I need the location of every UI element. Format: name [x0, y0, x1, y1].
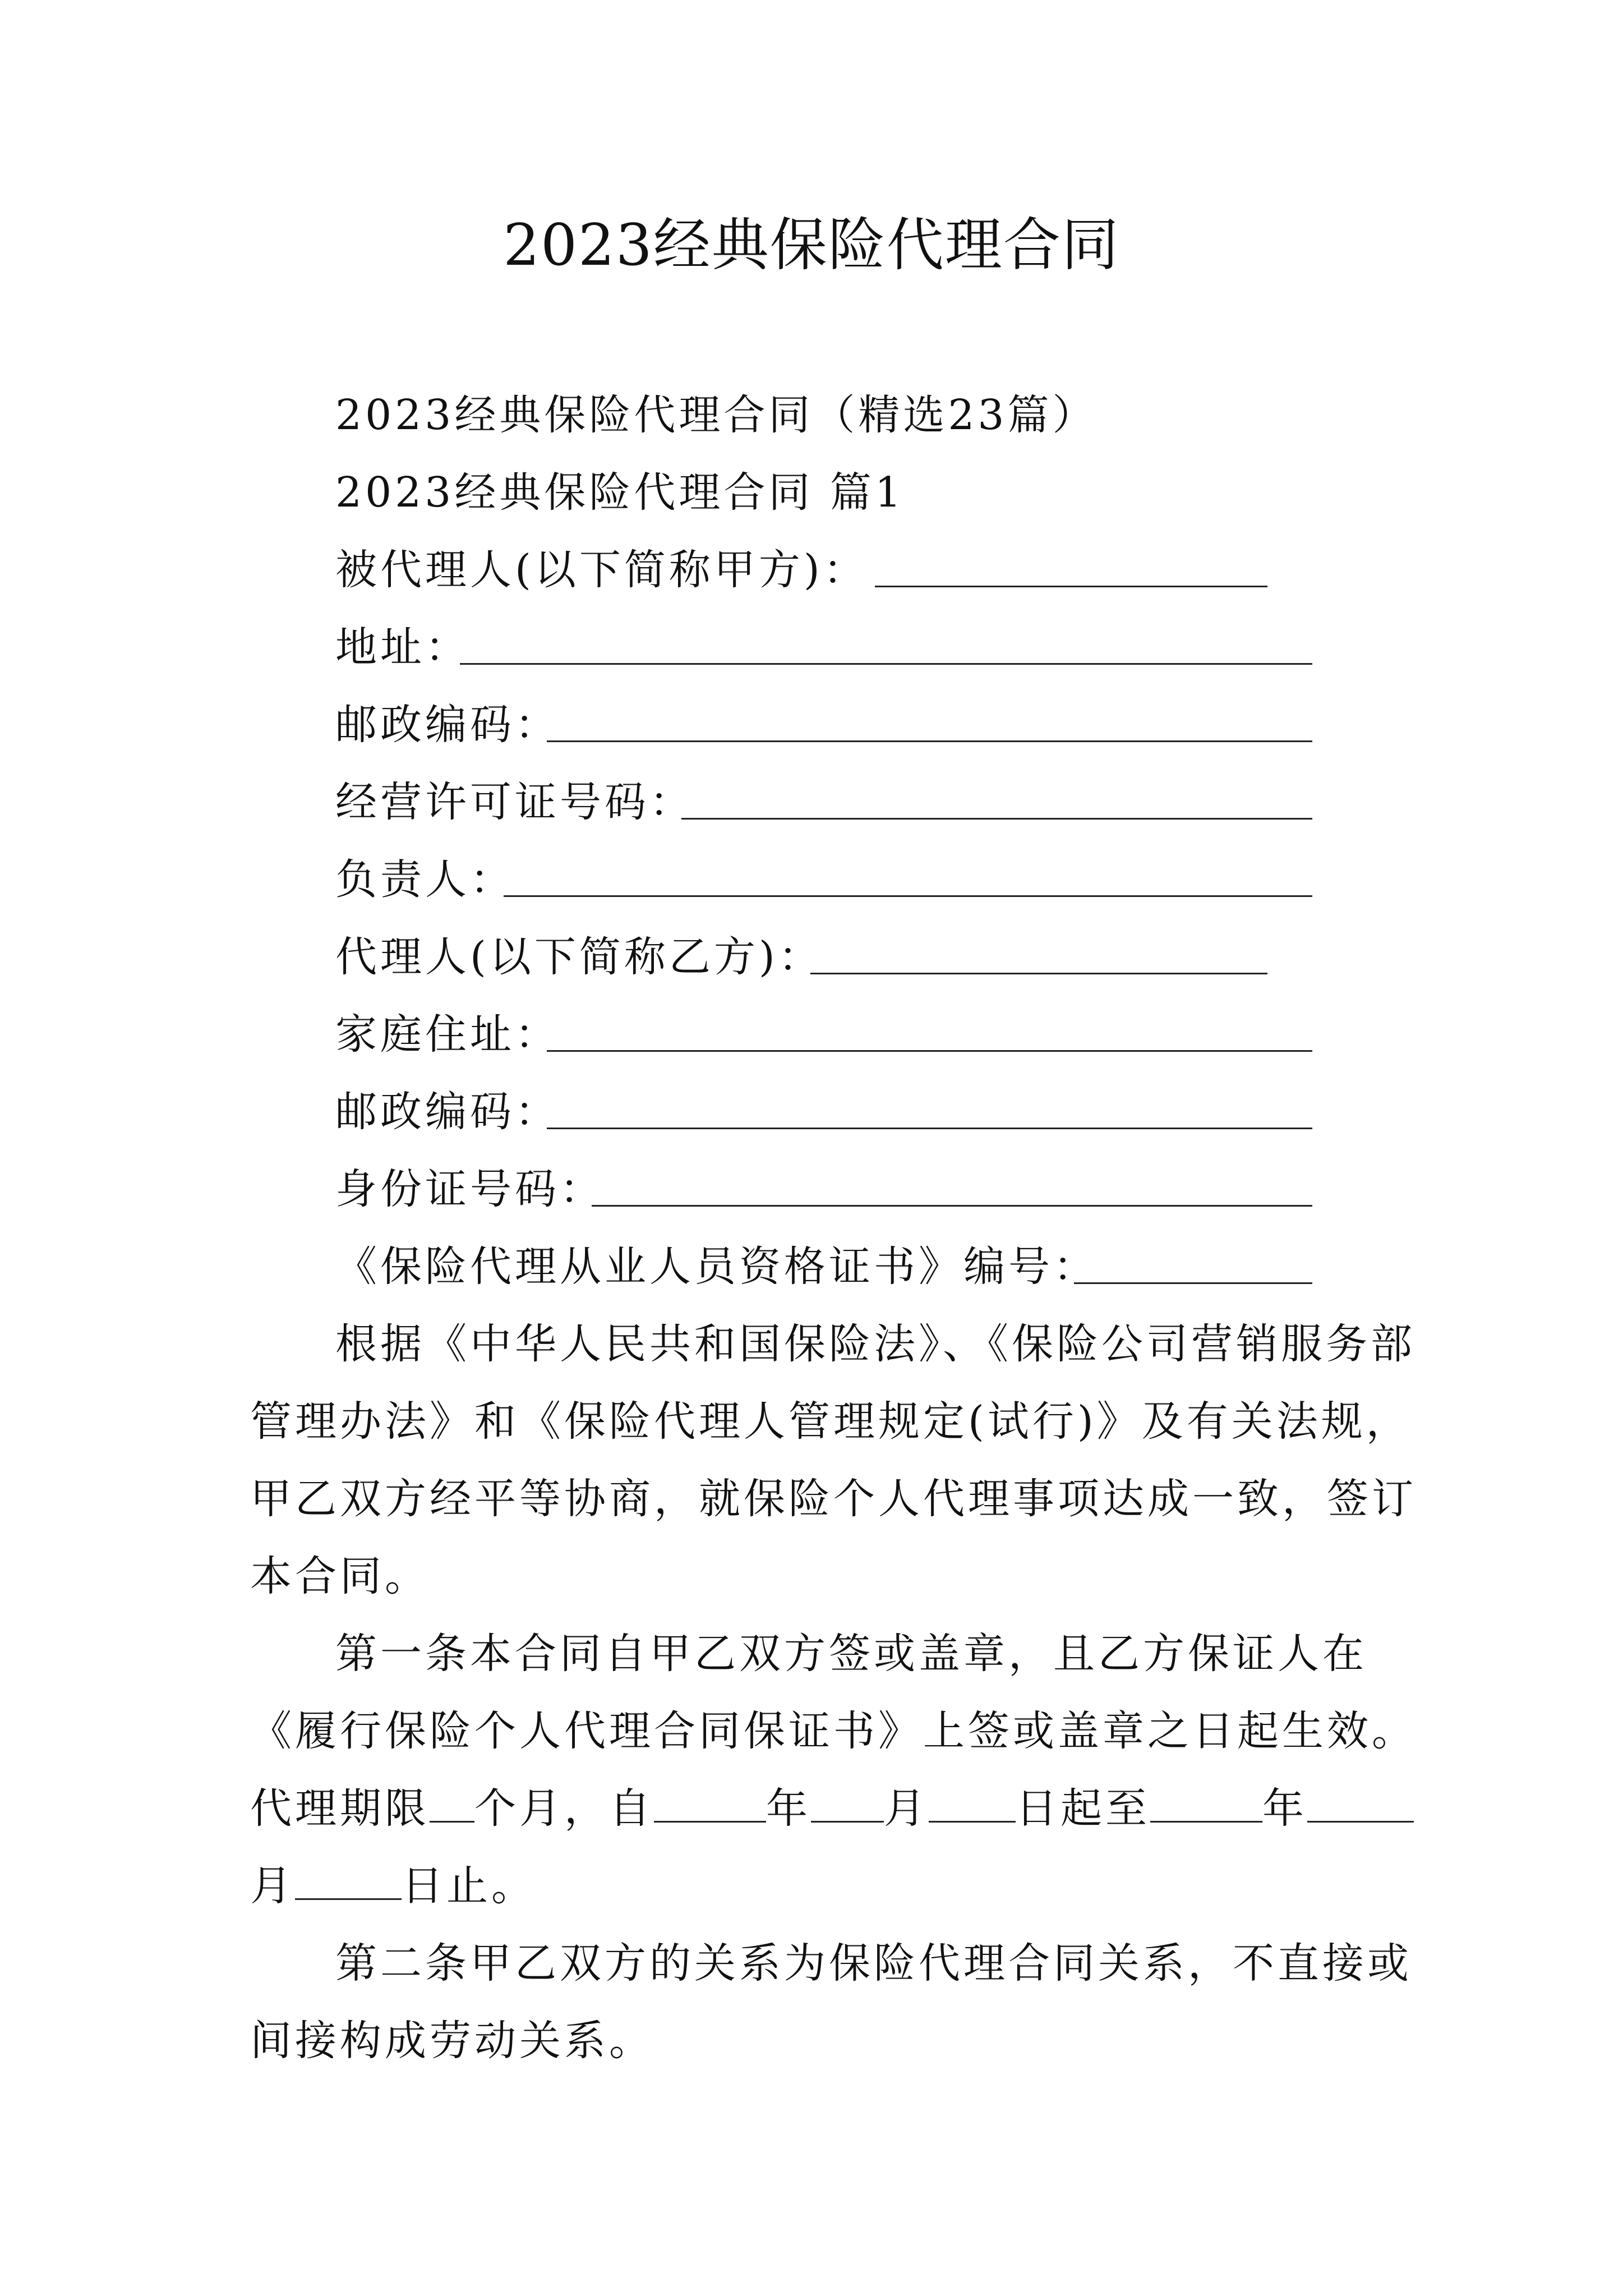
- article2-line-1: 第二条甲乙双方的关系为保险代理合同关系，不直接或: [335, 1939, 1412, 1987]
- article1-line-2: 《履行保险个人代理合同保证书》上签或盖章之日起生效。: [250, 1707, 1417, 1755]
- end-label: 日止。: [402, 1862, 536, 1910]
- term-months-blank[interactable]: [430, 1786, 474, 1823]
- field-cert-number-label: 《保险代理从业人员资格证书》编号：: [335, 1243, 1098, 1291]
- article1-line-1: 第一条本合同自甲乙双方签或盖章，且乙方保证人在: [335, 1630, 1367, 1678]
- intro-line-2: 管理办法》和《保险代理人管理规定(试行)》及有关法规，: [250, 1397, 1411, 1446]
- field-person-in-charge-label: 负责人：: [335, 855, 515, 904]
- from-label: 个月，自: [474, 1784, 654, 1833]
- start-month-blank[interactable]: [811, 1786, 884, 1823]
- start-day-blank[interactable]: [929, 1786, 1016, 1823]
- field-license-label: 经营许可证号码：: [335, 778, 694, 826]
- article2-line-2: 间接构成劳动关系。: [250, 2017, 654, 2065]
- field-postcode2-label: 邮政编码：: [335, 1088, 560, 1136]
- field-id-number-blank[interactable]: [592, 1205, 1312, 1207]
- field-home-address-label: 家庭住址：: [335, 1010, 560, 1059]
- field-id-number-label: 身份证号码：: [335, 1165, 605, 1213]
- subtitle: 2023经典保险代理合同（精选23篇）: [335, 391, 1098, 439]
- field-agent-blank[interactable]: [810, 973, 1267, 974]
- field-postcode2-blank[interactable]: [547, 1128, 1312, 1129]
- field-postcode1-label: 邮政编码：: [335, 701, 560, 749]
- field-postcode1-blank[interactable]: [547, 740, 1312, 742]
- field-person-in-charge-blank[interactable]: [504, 895, 1312, 897]
- field-address-label: 地址：: [335, 623, 470, 671]
- part-heading: 2023经典保险代理合同 篇1: [335, 468, 905, 517]
- document-title: 2023经典保险代理合同: [503, 212, 1120, 279]
- article1-line-3: [250, 1780, 1414, 1837]
- term-label: 代理期限: [250, 1784, 430, 1833]
- year-label: 年: [766, 1784, 811, 1833]
- field-address-blank[interactable]: [460, 663, 1312, 665]
- until-label: 日起至: [1016, 1784, 1150, 1833]
- month-label: 月: [884, 1784, 929, 1833]
- field-agent-label: 代理人(以下简称乙方)：: [335, 933, 823, 981]
- end-year-label: 年: [1262, 1784, 1307, 1833]
- end-day-blank[interactable]: [295, 1864, 402, 1900]
- start-year-blank[interactable]: [654, 1786, 766, 1823]
- end-month-blank[interactable]: [1307, 1786, 1414, 1823]
- intro-line-3: 甲乙双方经平等协商，就保险个人代理事项达成一致，签订: [250, 1475, 1417, 1523]
- field-principal-label: 被代理人(以下简称甲方)：: [335, 546, 868, 594]
- intro-line-1: 根据《中华人民共和国保险法》、《保险公司营销服务部: [335, 1320, 1415, 1368]
- field-home-address-blank[interactable]: [547, 1050, 1312, 1052]
- article1-line-4: [250, 1858, 536, 1914]
- end-year-blank[interactable]: [1150, 1786, 1262, 1823]
- field-cert-number-blank[interactable]: [1074, 1282, 1312, 1284]
- end-month-label: 月: [250, 1862, 295, 1910]
- intro-line-4: 本合同。: [250, 1552, 430, 1600]
- field-license-blank[interactable]: [681, 818, 1312, 820]
- field-principal-blank[interactable]: [875, 586, 1267, 587]
